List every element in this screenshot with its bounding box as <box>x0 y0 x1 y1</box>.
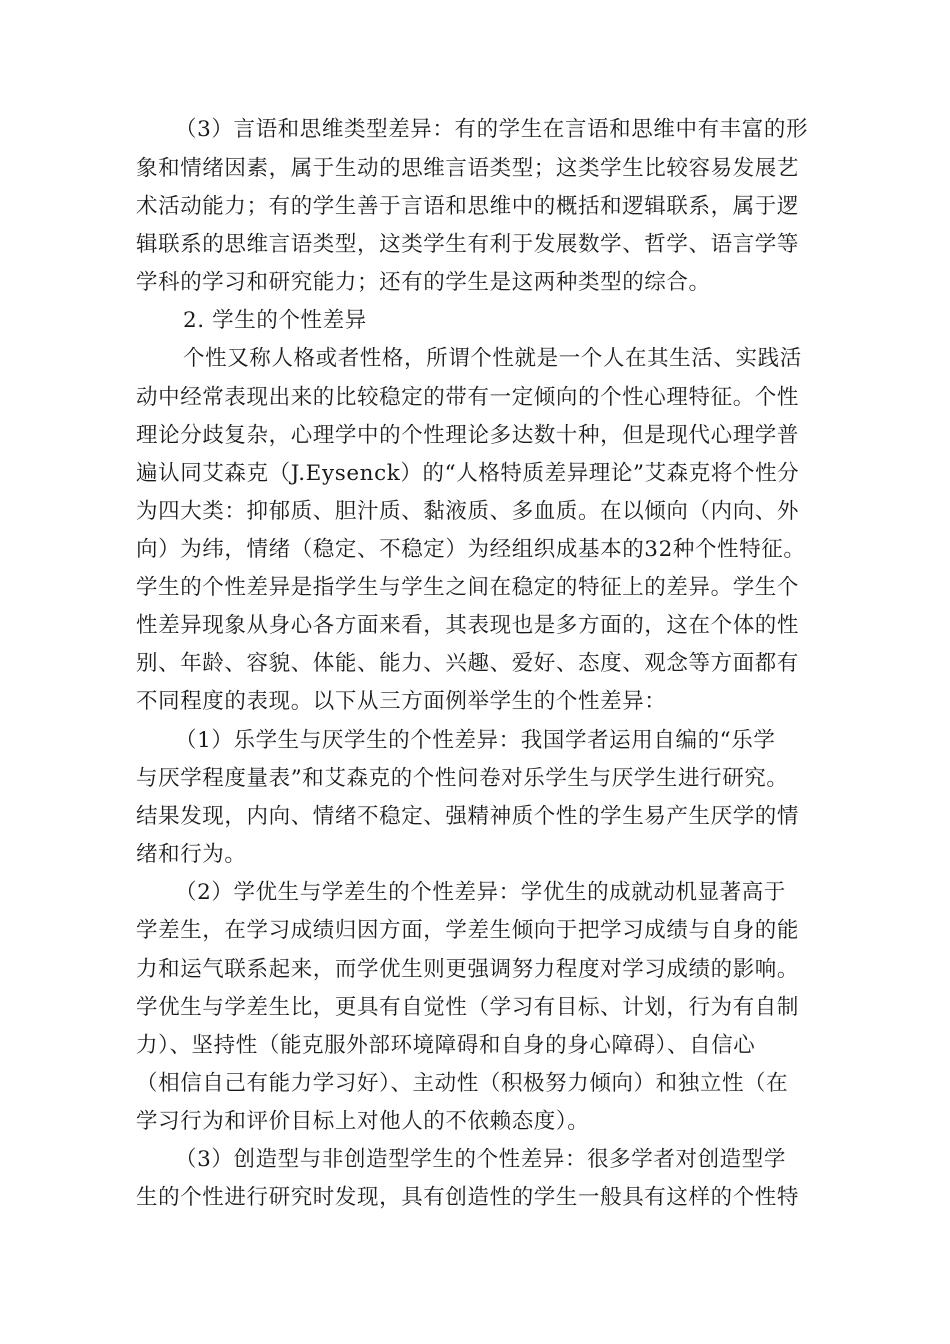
text-line: 学生的个性差异是指学生与学生之间在稳定的特征上的差异。学生个 <box>136 575 800 600</box>
text-line: 结果发现，内向、情绪不稳定、强精神质个性的学生易产生厌学的情 <box>136 804 800 829</box>
text-line: 性差异现象从身心各方面来看，其表现也是多方面的，这在个体的性 <box>136 613 800 638</box>
text-line: 学习行为和评价目标上对他人的不依赖态度）。 <box>136 1109 590 1134</box>
text-line: 生的个性进行研究时发现，具有创造性的学生一般具有这样的个性特 <box>136 1185 800 1210</box>
text-line: 力和运气联系起来，而学优生则更强调努力程度对学习成绩的影响。 <box>136 957 800 982</box>
text-line: （2）学优生与学差生的个性差异：学优生的成就动机显著高于 <box>175 880 786 905</box>
text-line: 个性又称人格或者性格，所谓个性就是一个人在其生活、实践活 <box>183 346 802 371</box>
text-line: 学优生与学差生比，更具有自觉性（学习有目标、计划，行为有自制 <box>136 995 800 1020</box>
text-line: 动中经常表现出来的比较稳定的带有一定倾向的个性心理特征。个性 <box>136 385 800 410</box>
text-line: 理论分歧复杂，心理学中的个性理论多达数十种，但是现代心理学普 <box>136 423 800 448</box>
text-line: 别、年龄、容貌、体能、能力、兴趣、爱好、态度、观念等方面都有 <box>136 651 800 676</box>
text-line: 为四大类：抑郁质、胆汁质、黏液质、多血质。在以倾向（内向、外 <box>136 499 800 524</box>
text-line: 与厌学程度量表”和艾森克的个性问卷对乐学生与厌学生进行研究。 <box>136 766 789 791</box>
text-line: 力）、坚持性（能克服外部环境障碍和自身的身心障碍）、自信心 <box>136 1033 756 1058</box>
text-line: 遍认同艾森克（J.Eysenck）的“人格特质差异理论”艾森克将个性分 <box>136 461 800 486</box>
text-line: （相信自己有能力学习好）、主动性（积极努力倾向）和独立性（在 <box>136 1071 789 1096</box>
text-line: （1）乐学生与厌学生的个性差异：我国学者运用自编的“乐学 <box>175 728 776 753</box>
text-line: 术活动能力；有的学生善于言语和思维中的概括和逻辑联系，属于逻 <box>136 194 800 219</box>
text-line: 不同程度的表现。以下从三方面例举学生的个性差异： <box>136 689 667 714</box>
text-line: 象和情绪因素，属于生动的思维言语类型；这类学生比较容易发展艺 <box>136 156 800 181</box>
section-heading: 2. 学生的个性差异 <box>183 308 367 333</box>
text-line: （3）创造型与非创造型学生的个性差异：很多学者对创造型学 <box>175 1147 786 1172</box>
text-line: 辑联系的思维言语类型，这类学生有利于发展数学、哲学、语言学等 <box>136 232 800 257</box>
text-line: 向）为纬，情绪（稳定、不稳定）为经组织成基本的32种个性特征。 <box>136 537 806 562</box>
text-line: 学差生，在学习成绩归因方面，学差生倾向于把学习成绩与自身的能 <box>136 918 800 943</box>
text-line: （3）言语和思维类型差异：有的学生在言语和思维中有丰富的形 <box>175 117 809 142</box>
text-line: 学科的学习和研究能力；还有的学生是这两种类型的综合。 <box>136 270 711 295</box>
text-line: 绪和行为。 <box>136 842 247 867</box>
